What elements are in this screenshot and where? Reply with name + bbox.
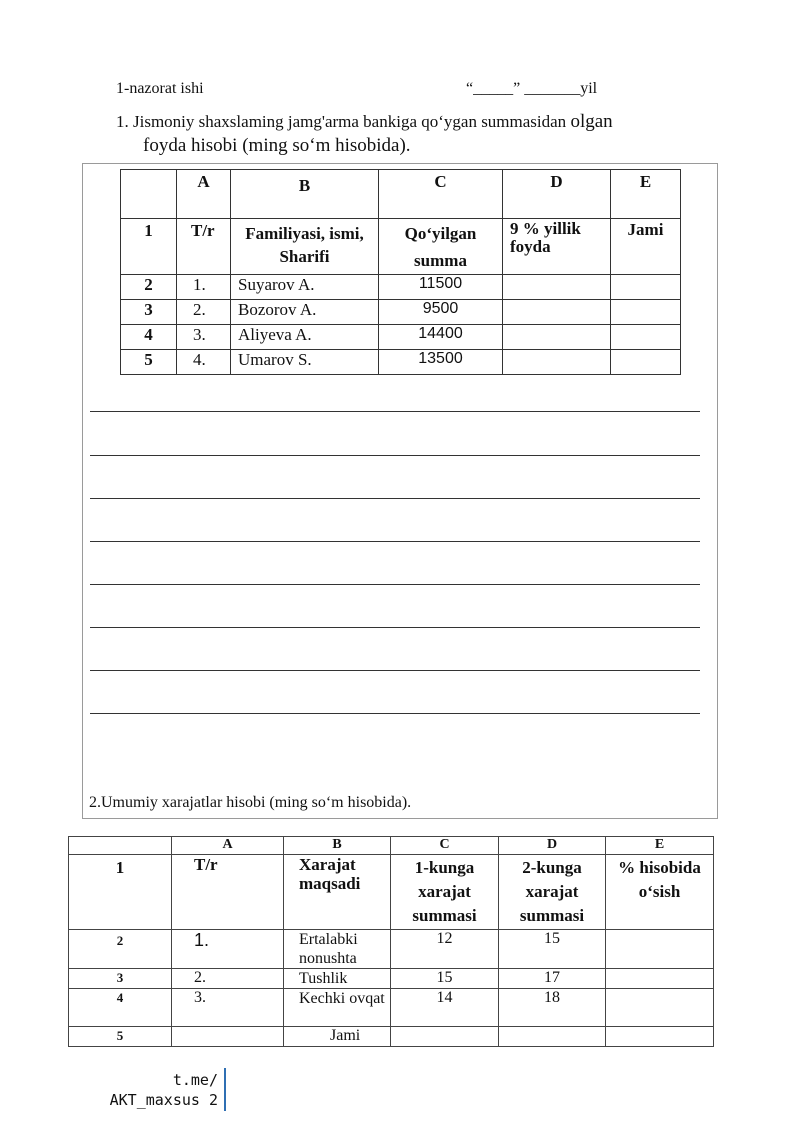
- header-date-blank: “_____” _______yil: [466, 80, 598, 97]
- writing-line[interactable]: [90, 584, 700, 585]
- task2-title: 2.Umumiy xarajatlar hisobi (ming so‘m hisobida).: [89, 794, 412, 811]
- column-letter: C: [391, 837, 499, 855]
- row-number: 2: [69, 930, 172, 969]
- column-letter: A: [177, 170, 231, 219]
- corner-cell: [69, 837, 172, 855]
- profit-cell: [503, 300, 611, 325]
- deposit-sum: 11500: [379, 275, 503, 300]
- task1-title-part2: olgan: [570, 111, 613, 132]
- task1-title-line2: foyda hisobi (ming so‘m hisobida).: [143, 135, 411, 156]
- row-index: 3.: [172, 989, 284, 1027]
- header-day2: 2-kunga xarajat summasi: [499, 855, 606, 930]
- column-letter: B: [284, 837, 391, 855]
- writing-line[interactable]: [90, 670, 700, 671]
- table-row: [121, 300, 681, 325]
- row-number: 2: [121, 275, 177, 300]
- profit-table: [120, 169, 681, 375]
- table-row: [69, 969, 714, 989]
- footer-link[interactable]: [100, 1070, 218, 1110]
- profit-cell: [503, 350, 611, 375]
- expense-purpose: Ertalabki nonushta: [284, 930, 391, 969]
- corner-cell: [121, 170, 177, 219]
- table-row: [69, 1027, 714, 1047]
- column-letter: D: [503, 170, 611, 219]
- header-growth: % hisobida o‘sish: [606, 855, 714, 930]
- day1-amount: 12: [391, 930, 499, 969]
- person-name: Suyarov A.: [231, 275, 379, 300]
- row-number: 4: [121, 325, 177, 350]
- row-number: 4: [69, 989, 172, 1027]
- footer-line1: t.me/: [172, 1071, 218, 1089]
- header-title: 1-nazorat ishi: [116, 80, 204, 97]
- day2-amount: 17: [499, 969, 606, 989]
- header-profit: 9 % yillik foyda: [503, 219, 611, 275]
- header-row: [121, 219, 681, 275]
- day2-amount: 18: [499, 989, 606, 1027]
- day2-amount: [499, 1027, 606, 1047]
- column-letter: D: [499, 837, 606, 855]
- row-index: 2.: [172, 969, 284, 989]
- row-number: 3: [121, 300, 177, 325]
- header-purpose: Xarajat maqsadi: [284, 855, 391, 930]
- growth-cell: [606, 989, 714, 1027]
- writing-line[interactable]: [90, 627, 700, 628]
- total-cell: [611, 300, 681, 325]
- total-cell: [611, 350, 681, 375]
- table-row: [121, 350, 681, 375]
- profit-cell: [503, 275, 611, 300]
- writing-line[interactable]: [90, 455, 700, 456]
- person-name: Bozorov A.: [231, 300, 379, 325]
- row-number: 5: [69, 1027, 172, 1047]
- day2-amount: 15: [499, 930, 606, 969]
- total-label: Jami: [284, 1027, 391, 1047]
- row-index: [172, 1027, 284, 1047]
- deposit-sum: 9500: [379, 300, 503, 325]
- header-name: Familiyasi, ismi, Sharifi: [231, 219, 379, 275]
- row-index: 4.: [177, 350, 231, 375]
- task1-title-part1: 1. Jismoniy shaxslaming jamg'arma bankiga qo‘ygan summasidan: [116, 112, 567, 131]
- task1-title: [116, 110, 716, 158]
- row-index: 3.: [177, 325, 231, 350]
- column-letter-row: [121, 170, 681, 219]
- footer-line2: AKT_maxsus 2: [109, 1091, 218, 1109]
- expense-purpose: Tushlik: [284, 969, 391, 989]
- person-name: Umarov S.: [231, 350, 379, 375]
- table-row: [69, 930, 714, 969]
- person-name: Aliyeva A.: [231, 325, 379, 350]
- deposit-sum: 14400: [379, 325, 503, 350]
- row-index: 1.: [172, 930, 284, 969]
- total-cell: [611, 275, 681, 300]
- total-cell: [611, 325, 681, 350]
- column-letter: A: [172, 837, 284, 855]
- writing-line[interactable]: [90, 713, 700, 714]
- expenses-table: [68, 836, 714, 1047]
- writing-line[interactable]: [90, 498, 700, 499]
- column-letter: C: [379, 170, 503, 219]
- writing-line[interactable]: [90, 541, 700, 542]
- header-tr: T/r: [177, 219, 231, 275]
- day1-amount: [391, 1027, 499, 1047]
- table-row: [69, 989, 714, 1027]
- profit-cell: [503, 325, 611, 350]
- column-letter-row: [69, 837, 714, 855]
- header-row: [69, 855, 714, 930]
- writing-line[interactable]: [90, 411, 700, 412]
- footer-accent-bar: [224, 1068, 226, 1111]
- row-number: 1: [69, 855, 172, 930]
- column-letter: E: [611, 170, 681, 219]
- row-index: 1.: [177, 275, 231, 300]
- deposit-sum: 13500: [379, 350, 503, 375]
- expense-purpose: Kechki ovqat: [284, 989, 391, 1027]
- header-day1: 1-kunga xarajat summasi: [391, 855, 499, 930]
- row-index: 2.: [177, 300, 231, 325]
- day1-amount: 15: [391, 969, 499, 989]
- header-sum: Qo‘yilgan summa: [379, 219, 503, 275]
- row-number: 1: [121, 219, 177, 275]
- column-letter: B: [231, 170, 379, 219]
- day1-amount: 14: [391, 989, 499, 1027]
- growth-cell: [606, 969, 714, 989]
- header-tr: T/r: [172, 855, 284, 930]
- row-number: 3: [69, 969, 172, 989]
- row-number: 5: [121, 350, 177, 375]
- table-row: [121, 325, 681, 350]
- growth-cell: [606, 930, 714, 969]
- table-row: [121, 275, 681, 300]
- column-letter: E: [606, 837, 714, 855]
- header-total: Jami: [611, 219, 681, 275]
- growth-cell: [606, 1027, 714, 1047]
